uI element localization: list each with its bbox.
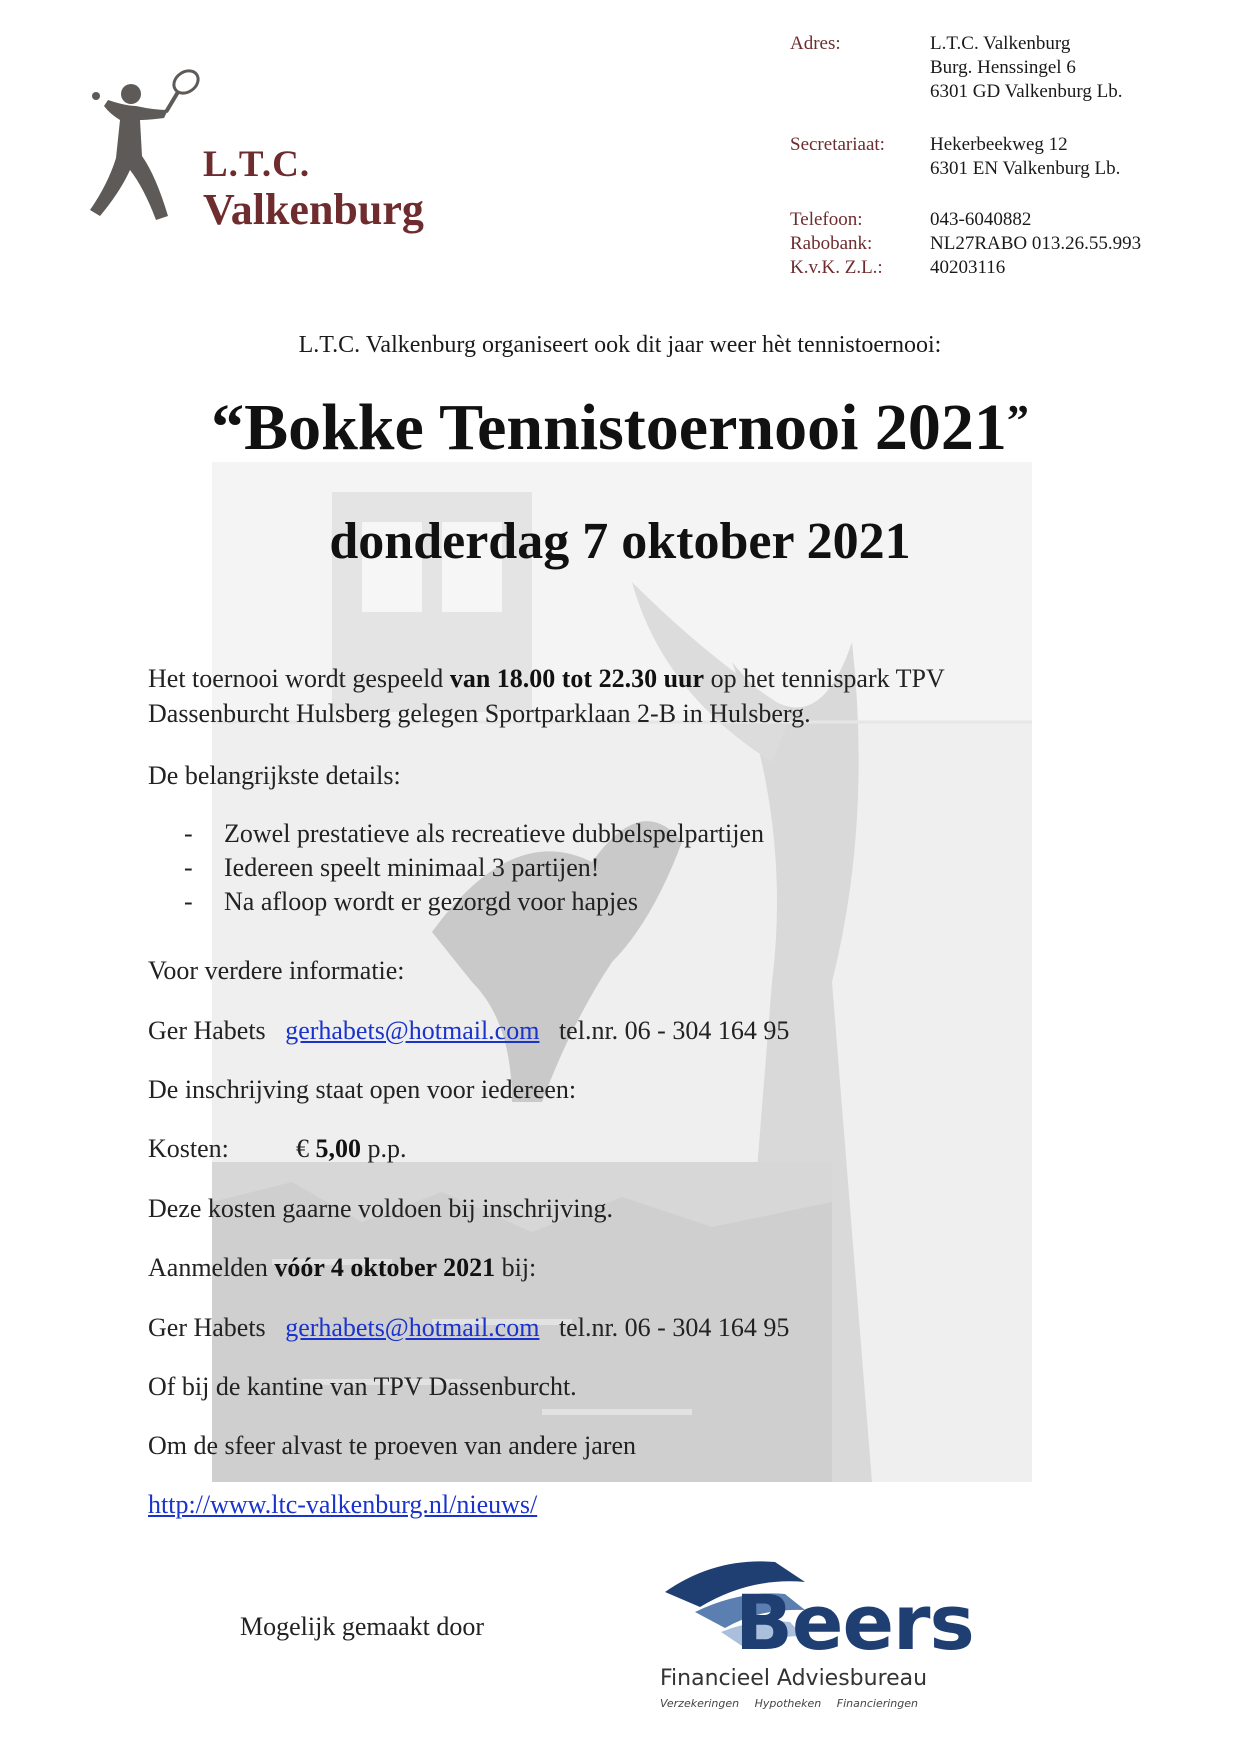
kosten-unit: p.p. xyxy=(361,1134,407,1163)
sponsor-tag: Hypotheken xyxy=(754,1697,822,1710)
secretariaat-line: Hekerbeekweg 12 xyxy=(930,134,1068,155)
contact-phone: tel.nr. 06 - 304 164 95 xyxy=(558,1016,790,1045)
info-heading: Voor verdere informatie: xyxy=(148,956,405,985)
contact-line-register xyxy=(148,1310,1068,1345)
inschrijving-text: De inschrijving staat open voor iedereen: xyxy=(148,1075,577,1104)
bullet-dash: - xyxy=(184,819,193,848)
bullet-dash: - xyxy=(184,853,193,882)
email-link[interactable]: gerhabets@hotmail.com xyxy=(285,1016,540,1045)
rabobank-value: NL27RABO 013.26.55.993 xyxy=(930,233,1142,254)
adres-line: Burg. Henssingel 6 xyxy=(930,57,1076,78)
details-list xyxy=(184,817,764,919)
sponsor-subtitle: Financieel Adviesbureau xyxy=(660,1666,928,1691)
club-logo-text xyxy=(203,144,424,235)
website-line xyxy=(148,1487,1068,1522)
schedule-text-pre: Het toernooi wordt gespeeld xyxy=(148,664,450,693)
list-item xyxy=(184,851,764,885)
aanmelden-deadline: vóór 4 oktober 2021 xyxy=(274,1253,496,1282)
kosten-currency: € xyxy=(296,1134,316,1163)
secretariaat-label: Secretariaat: xyxy=(790,134,885,155)
aanmelden-pre: Aanmelden xyxy=(148,1253,275,1282)
contact-line-info xyxy=(148,1013,1068,1048)
list-item-text: Iedereen speelt minimaal 3 partijen! xyxy=(224,853,600,882)
sponsor-name: Beers xyxy=(735,1578,974,1667)
kosten-amount: 5,00 xyxy=(315,1134,361,1163)
page-title xyxy=(0,390,1240,466)
kvk-label: K.v.K. Z.L.: xyxy=(790,257,883,278)
kosten-label: Kosten: xyxy=(148,1134,229,1163)
contact-name: Ger Habets xyxy=(148,1016,266,1045)
secretariaat-line: 6301 EN Valkenburg Lb. xyxy=(930,158,1121,179)
adres-value xyxy=(930,32,1122,104)
list-item xyxy=(184,885,764,919)
details-heading: De belangrijkste details: xyxy=(148,761,401,790)
event-date: donderdag 7 oktober 2021 xyxy=(329,513,911,570)
intro-text: L.T.C. Valkenburg organiseert ook dit jaar weer hèt tennistoernooi: xyxy=(298,332,942,358)
contact-phone: tel.nr. 06 - 304 164 95 xyxy=(558,1313,790,1342)
adres-line: 6301 GD Valkenburg Lb. xyxy=(930,81,1123,102)
title-open-quote: “ xyxy=(211,391,245,464)
sponsor-tags xyxy=(660,1697,930,1710)
contact-name: Ger Habets xyxy=(148,1313,266,1342)
sponsor-tag: Financieringen xyxy=(836,1697,918,1710)
logo-line-1: L.T.C. xyxy=(203,144,311,185)
schedule-text-post: op het tennispark TPV xyxy=(704,664,945,693)
tennis-player-logo-icon xyxy=(86,66,216,236)
kosten-note: Deze kosten gaarne voldoen bij inschrijving. xyxy=(148,1194,613,1223)
adres-line: L.T.C. Valkenburg xyxy=(930,33,1071,54)
email-link[interactable]: gerhabets@hotmail.com xyxy=(285,1313,540,1342)
made-possible-text: Mogelijk gemaakt door xyxy=(240,1612,485,1641)
list-item-text: Na afloop wordt er gezorgd voor hapjes xyxy=(224,887,638,916)
logo-line-2: Valkenburg xyxy=(203,185,424,235)
list-item xyxy=(184,817,764,851)
aanmelden-line xyxy=(148,1250,1068,1285)
title-text: Bokke Tennistoernooi 2021 xyxy=(244,391,1007,464)
kantine-text: Of bij de kantine van TPV Dassenburcht. xyxy=(148,1372,577,1401)
paragraph-schedule xyxy=(148,661,1068,731)
schedule-location: Dassenburcht Hulsberg gelegen Sportparklaan 2-B in Hulsberg. xyxy=(148,699,811,728)
website-link[interactable]: http://www.ltc-valkenburg.nl/nieuws/ xyxy=(148,1490,538,1519)
sponsor-tag: Verzekeringen xyxy=(660,1697,740,1710)
kvk-value: 40203116 xyxy=(930,257,1006,278)
title-close-quote: ” xyxy=(1006,396,1029,445)
bullet-dash: - xyxy=(184,887,193,916)
aanmelden-post: bij: xyxy=(495,1253,537,1282)
list-item-text: Zowel prestatieve als recreatieve dubbelspelpartijen xyxy=(224,819,764,848)
telefoon-value: 043-6040882 xyxy=(930,209,1032,230)
secretariaat-value xyxy=(930,133,1120,181)
adres-label: Adres: xyxy=(790,33,841,54)
kosten-line xyxy=(148,1131,1068,1166)
telefoon-label: Telefoon: xyxy=(790,209,863,230)
rabobank-label: Rabobank: xyxy=(790,233,873,254)
sfeer-text: Om de sfeer alvast te proeven van andere jaren xyxy=(148,1431,636,1460)
schedule-time: van 18.00 tot 22.30 uur xyxy=(449,664,705,693)
